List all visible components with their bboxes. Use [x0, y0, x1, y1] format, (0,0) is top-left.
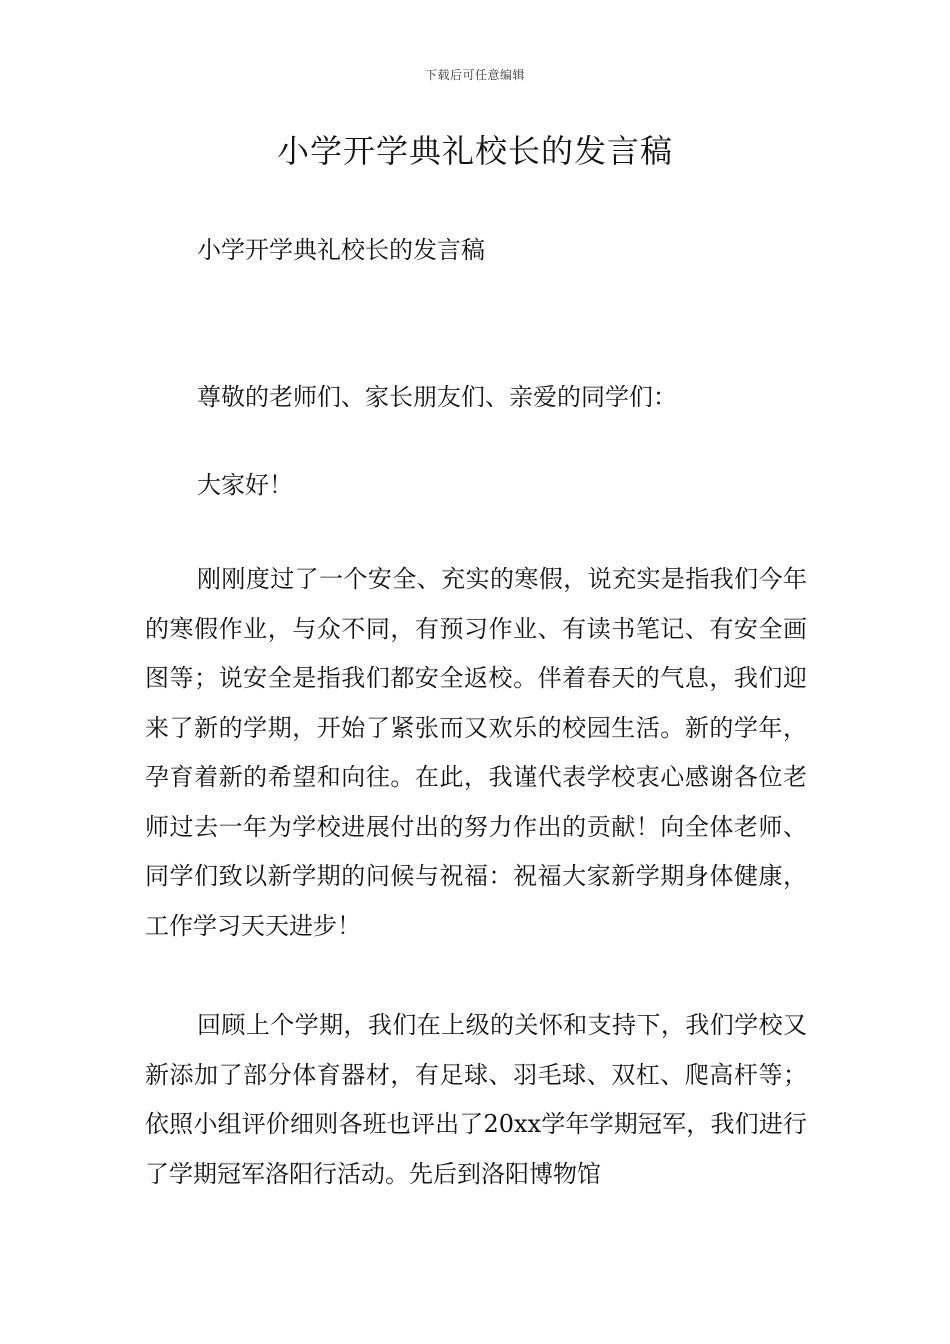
document-body	[145, 230, 807, 1199]
paragraph: 回顾上个学期，我们在上级的关怀和支持下，我们学校又新添加了部分体育器材，有足球、羽毛球、双杠、爬高杆等；依照小组评价细则各班也评出了20xx学年学期冠军，我们进行了学期冠军洛阳行活动。先后到洛阳博物馆	[145, 1011, 807, 1188]
document-title: 小学开学典礼校长的发言稿	[276, 132, 673, 170]
greeting-line: 大家好！	[197, 471, 293, 499]
subtitle-line: 小学开学典礼校长的发言稿	[197, 236, 485, 264]
paragraph: 刚刚度过了一个安全、充实的寒假，说充实是指我们今年的寒假作业，与众不同，有预习作业、有读书笔记、有安全画图等；说安全是指我们都安全返校。伴着春天的气息，我们迎来了新的学期，开始了紧张而又欢乐的校园生活。新的学年，孕育着新的希望和向往。在此，我谨代表学校衷心感谢各位老师过去一年为学校进展付出的努力作出的贡献！向全体老师、同学们致以新学期的问候与祝福：祝福大家新学期身体健康，工作学习天天进步！	[145, 565, 807, 940]
salutation-line: 尊敬的老师们、家长朋友们、亲爱的同学们：	[197, 383, 677, 411]
header-note: 下载后可任意编辑	[424, 68, 525, 82]
